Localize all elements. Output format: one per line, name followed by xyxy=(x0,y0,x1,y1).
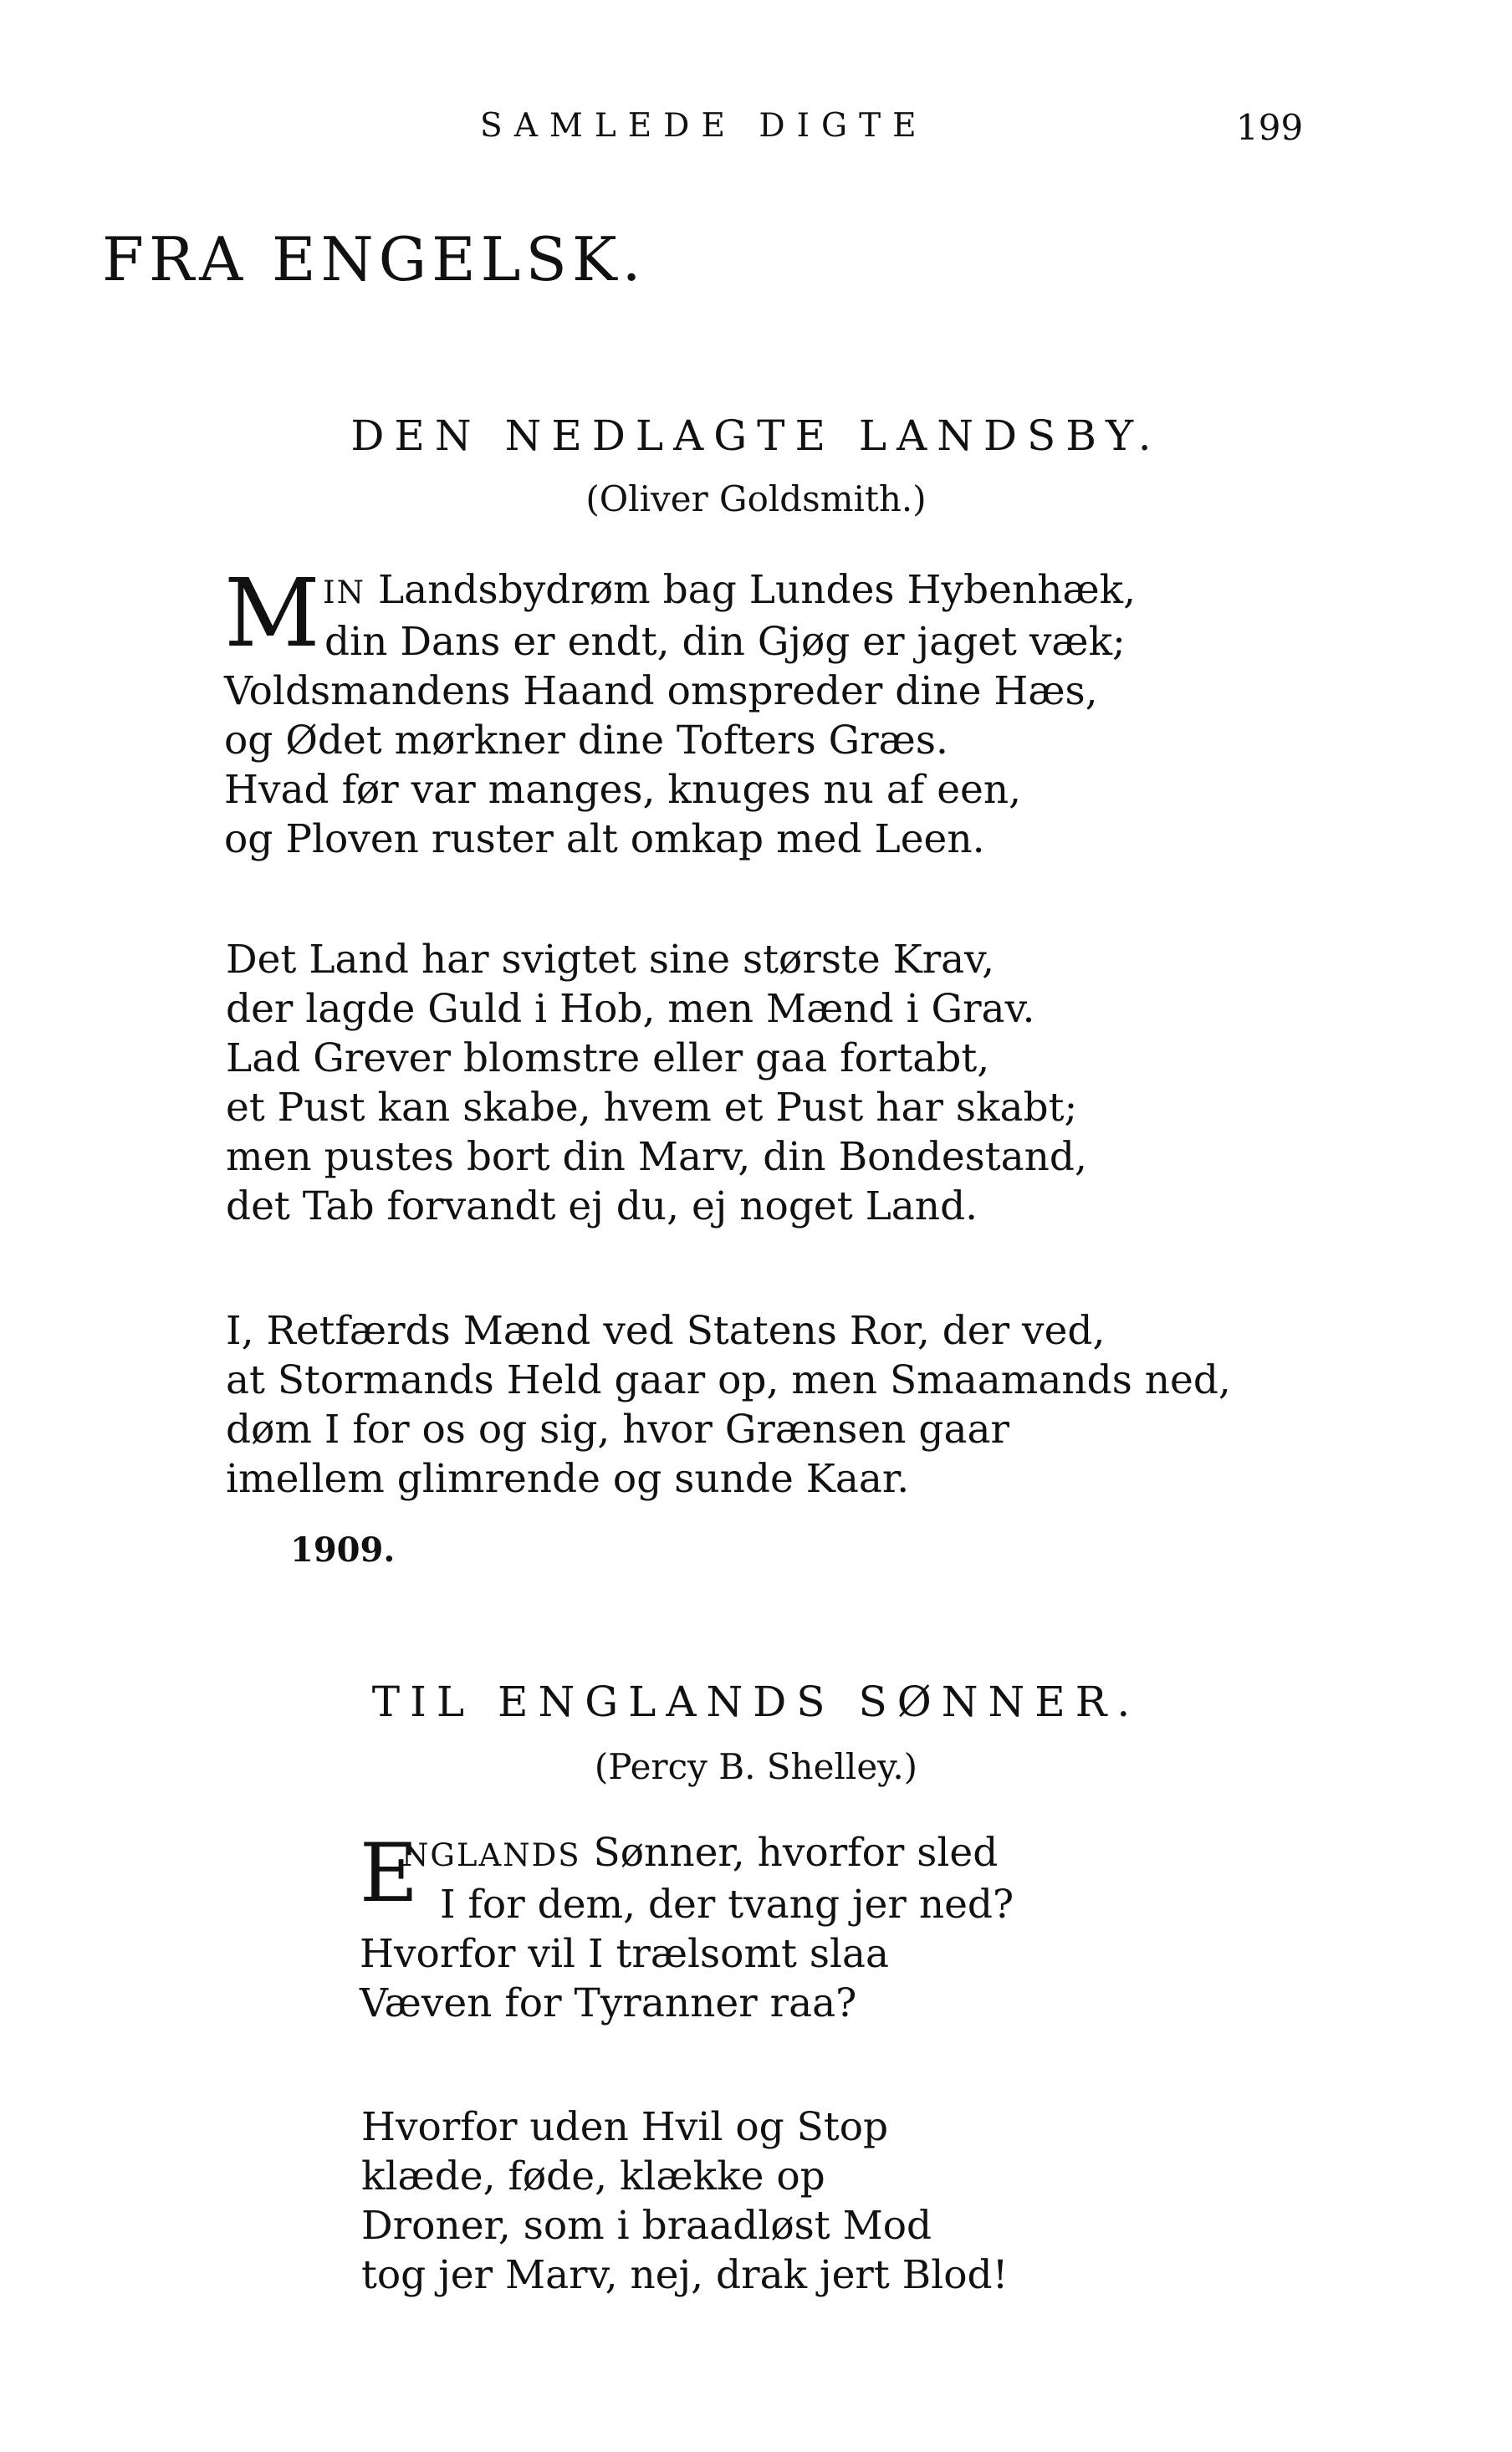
line-text: Sønner, hvorfor sled xyxy=(580,1830,999,1876)
poem-title: DEN NEDLAGTE LANDSBY. xyxy=(350,411,1162,460)
stanza xyxy=(226,935,1087,1231)
poem-line: I for dem, der tvang jer ned? xyxy=(440,1882,1014,1928)
poem-line: Voldsmandens Haand omspreder dine Hæs, xyxy=(224,668,1098,714)
poem-title: TIL ENGLANDS SØNNER. xyxy=(371,1678,1141,1726)
page-number: 199 xyxy=(1236,107,1304,148)
poem-line: tog jer Marv, nej, drak jert Blod! xyxy=(361,2252,1009,2298)
poem-line: Det Land har svigtet sine største Krav, xyxy=(226,937,995,983)
poem-line: klæde, føde, klække op xyxy=(361,2153,825,2199)
poem-line: imellem glimrende og sunde Kaar. xyxy=(226,1456,910,1502)
poem-author: (Percy B. Shelley.) xyxy=(594,1746,918,1787)
poem-author: (Oliver Goldsmith.) xyxy=(585,478,927,519)
poem-line: men pustes bort din Marv, din Bondestand, xyxy=(226,1134,1087,1180)
poem-line: det Tab forvandt ej du, ej noget Land. xyxy=(226,1183,978,1229)
small-caps-word: NGLANDS xyxy=(401,1837,581,1873)
poem-line: Væven for Tyranner raa? xyxy=(360,1980,857,2026)
running-title: SAMLEDE DIGTE xyxy=(480,107,928,145)
section-title: FRA ENGELSK. xyxy=(102,224,646,294)
poem-line: at Stormands Held gaar op, men Smaamands ned, xyxy=(226,1357,1231,1403)
poem-line: din Dans er endt, din Gjøg er jaget væk; xyxy=(324,619,1126,665)
poem-line: Droner, som i braadløst Mod xyxy=(361,2203,932,2249)
poem-line: der lagde Guld i Hob, men Mænd i Grav. xyxy=(226,986,1035,1032)
poem-line: døm I for os og sig, hvor Grænsen gaar xyxy=(226,1407,1010,1453)
running-head xyxy=(0,107,1512,157)
stanza xyxy=(226,1306,1231,1504)
poem-line: Lad Grever blomstre eller gaa fortabt, xyxy=(226,1035,990,1081)
poem-line: og Ødet mørkner dine Tofters Græs. xyxy=(224,718,948,764)
stanza xyxy=(361,2102,1009,2300)
poem-line: Hvorfor vil I trælsomt slaa xyxy=(360,1931,890,1977)
drop-cap: M xyxy=(224,559,320,668)
poem-line: Hvad før var manges, knuges nu af een, xyxy=(224,767,1022,813)
poem-line: og Ploven ruster alt omkap med Leen. xyxy=(224,816,985,862)
drop-cap: E xyxy=(360,1826,419,1920)
poem-line: et Pust kan skabe, hvem et Pust har skabt; xyxy=(226,1085,1078,1131)
poem-line: I, Retfærds Mænd ved Statens Ror, der ved, xyxy=(226,1308,1106,1354)
stanza xyxy=(224,559,1137,864)
poem-year: 1909. xyxy=(290,1530,396,1570)
poem-line: Hvorfor uden Hvil og Stop xyxy=(361,2104,889,2150)
small-caps-word: IN xyxy=(323,575,365,610)
line-text: Landsbydrøm bag Lundes Hybenhæk, xyxy=(365,567,1137,613)
stanza xyxy=(360,1828,1014,2028)
